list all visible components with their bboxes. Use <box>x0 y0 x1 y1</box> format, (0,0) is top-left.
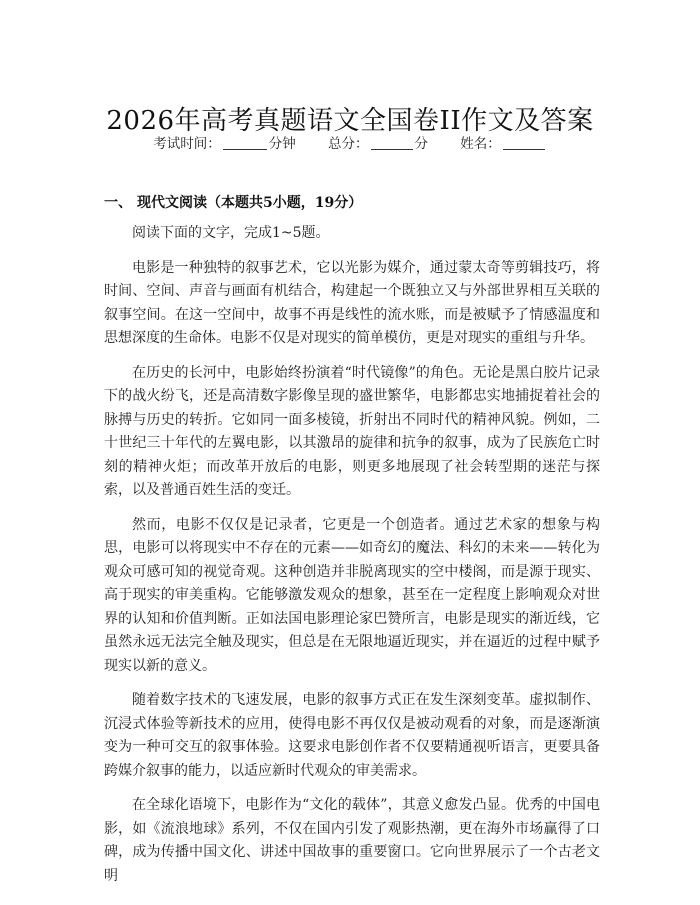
student-name-blank[interactable] <box>503 135 545 150</box>
passage-paragraph-3: 然而，电影不仅仅是记录者，它更是一个创造者。通过艺术家的想象与构思，电影可以将现实中不存在的元素——如奇幻的魔法、科幻的未来——转化为观众可感可知的视觉奇观。这种创造并非脱离现实的空中楼阁，而是源于现实、高于现实的审美重构。它能够激发观众的想象，甚至在一定程度上影响观众对世界的认知和价值判断。正如法国电影理论家巴赞所言，电影是现实的渐近线，它虽然永远无法完全触及现实，但总是在无限地逼近现实，并在逼近的过程中赋予现实以新的意义。 <box>104 516 600 674</box>
student-name-label: 姓名： <box>460 136 501 152</box>
section-number: 一、 <box>104 195 132 211</box>
passage-paragraph-4: 随着数字技术的飞速发展，电影的叙事方式正在发生深刻变革。虚拟制作、沉浸式体验等新技术的应用，使得电影不再仅仅是被动观看的对象，而是逐渐演变为一种可交互的叙事体验。这要求电影创作者不仅要精通视听语言，更要具备跨媒介叙事的能力，以适应新时代观众的审美需求。 <box>104 692 600 779</box>
passage-paragraph-1: 电影是一种独特的叙事艺术，它以光影为媒介，通过蒙太奇等剪辑技巧，将时间、空间、声音与画面有机结合，构建起一个既独立又与外部世界相互关联的叙事空间。在这一空间中，故事不再是线性的流水账，而是被赋予了情感温度和思想深度的生命体。电影不仅是对现实的简单模仿，更是对现实的重组与升华。 <box>104 259 600 346</box>
total-score-field <box>328 132 428 152</box>
exam-meta-line <box>0 132 700 152</box>
exam-time-label: 考试时间： <box>153 136 221 152</box>
document-title: 2026年高考真题语文全国卷II作文及答案 <box>106 106 594 137</box>
reading-instruction: 阅读下面的文字，完成1~5题。 <box>132 225 330 241</box>
exam-time-field <box>153 132 296 152</box>
student-name-field <box>460 132 547 152</box>
exam-time-blank[interactable] <box>223 135 267 150</box>
total-score-label: 总分： <box>328 136 369 152</box>
section-heading <box>104 192 362 212</box>
total-score-blank[interactable] <box>371 135 413 150</box>
section-heading-text: 现代文阅读（本题共5小题，19分） <box>137 195 363 211</box>
exam-time-unit: 分钟 <box>268 136 296 152</box>
reading-passage <box>104 222 600 899</box>
total-score-unit: 分 <box>414 136 428 152</box>
passage-paragraph-5: 在全球化语境下，电影作为“文化的载体”，其意义愈发凸显。优秀的中国电影，如《流浪地球》系列，不仅在国内引发了观影热潮，更在海外市场赢得了口碑，成为传播中国文化、讲述中国故事的重要窗口。它向世界展示了一个古老文明 <box>104 797 600 884</box>
passage-paragraph-2: 在历史的长河中，电影始终扮演着“时代镜像”的角色。无论是黑白胶片记录下的战火纷飞，还是高清数字影像呈现的盛世繁华，电影都忠实地捕捉着社会的脉搏与历史的转折。它如同一面多棱镜，折射出不同时代的精神风貌。例如，二十世纪三十年代的左翼电影，以其激昂的旋律和抗争的叙事，成为了民族危亡时刻的精神火炬；而改革开放后的电影，则更多地展现了社会转型期的迷茫与探索，以及普通百姓生活的变迁。 <box>104 364 600 498</box>
